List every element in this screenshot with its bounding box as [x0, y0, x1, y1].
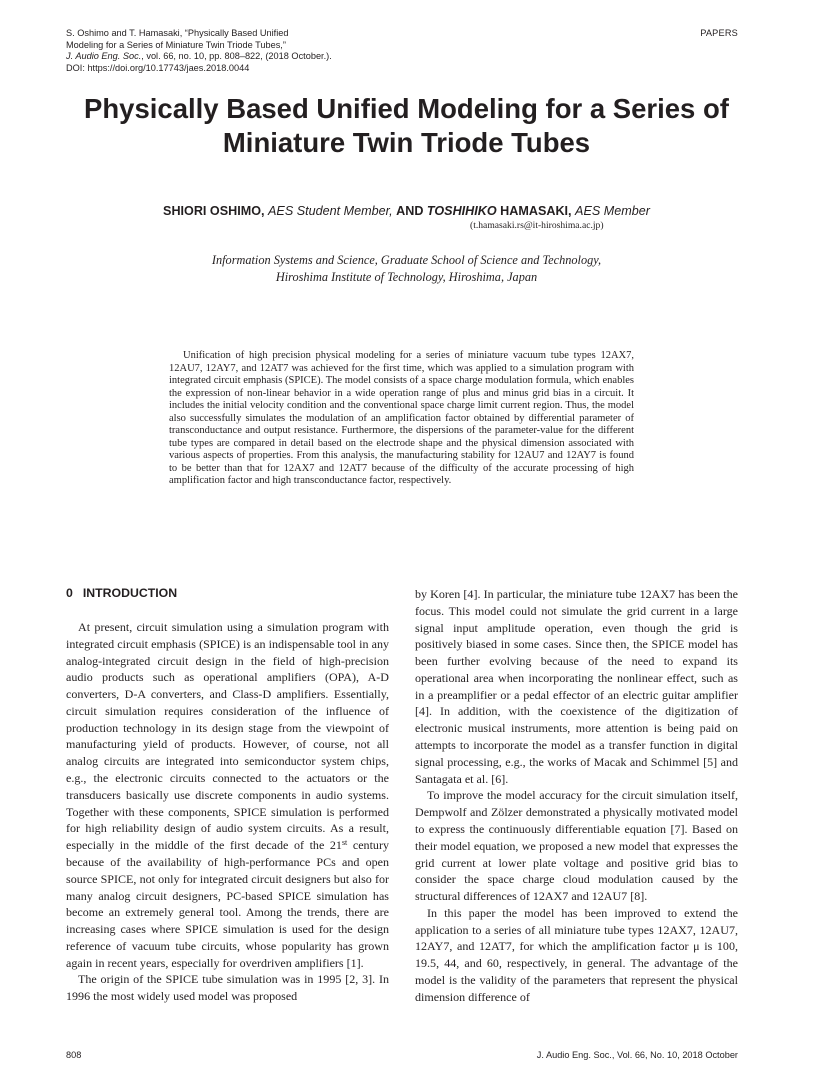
citation-volume: , vol. 66, no. 10, pp. 808–822, (2018 October.). — [141, 51, 332, 62]
page-number: 808 — [66, 1050, 82, 1060]
body-paragraph: by Koren [4]. In particular, the miniature tube 12AX7 has been the focus. This model could not simulate the grid current in a large signal input amplitude operation, even though the grid is positively biased in some cases. Since then, the SPICE model has been further evolving because of the need to expand its operational area when incorporating the nonlinear effect, such as in a preamplifier or a pedal effector of an electric guitar amplifier [4]. In addition, with the coexistence of the digitization of electronic musical instruments, more attention is being paid on attempts to incorporate the model as a transfer function in digital signal processing, e.g., the works of Macak and Schimmel [5] and Santagata et al. [6]. — [415, 587, 738, 786]
author-membership: AES Student Member, — [268, 204, 393, 218]
section-number: 0 — [66, 586, 73, 600]
abstract-text: Unification of high precision physical modeling for a series of miniature vacuum tube types 12AX7, 12AU7, 12AY7, and 12AT7 was achieved for the first time, which was applied to a simulation program with integrated circuit emphasis (SPICE). The model consists of a space charge modulation formula, which enables the expression of non-linear behavior in a wide operation range of plus and minus grid bias in a circuit. It includes the initial velocity condition and the conventional space charge limit current region. Thus, the model also successfully simulates the modulation of an amplification factor obtained by differential parameter of transconductance and output resistance. Furthermore, the dispersions of the parameter-value for the different tube types are compared in detail based on the electrode shape and the physical dimension associated with various aspects of properties. From this analysis, the manufacturing stability for 12AU7 and 12AY7 is found to be better than that for 12AX7 and 12AT7 because of the difficulty of the accurate processing of high amplification factor and high transconductance factor, respectively. — [169, 350, 634, 486]
citation-block — [66, 28, 332, 74]
citation-line — [66, 51, 332, 63]
left-column — [66, 619, 389, 1005]
title-line: Miniature Twin Triode Tubes — [222, 127, 591, 158]
author-email[interactable]: (t.hamasaki.rs@it-hiroshima.ac.jp) — [470, 220, 604, 231]
citation-line: S. Oshimo and T. Hamasaki, “Physically Based Unified — [66, 28, 289, 38]
journal-reference: J. Audio Eng. Soc., Vol. 66, No. 10, 2018 October — [536, 1050, 738, 1060]
body-text: At present, circuit simulation using a simulation program with integrated circuit emphasis (SPICE) is an indispensable tool in any analog-integrated circuit design in the field of high-precision audio products such as operational amplifiers (OPA), A-D converters, D-A converters, and Class-D amplifiers. Essentially, circuit simulation requires consideration of the influence of production technology in its design stage from the viewpoint of manufacturing yield of products. However, of course, not all analog circuits are integrated into semiconductor system chips, e.g., the electronic circuits connected to the actuators or the transducers basically use discrete components in audio systems. Together with these components, SPICE simulation is performed for high reliability design of audio system circuits. As a result, especially in the middle of the first decade of the 21 — [66, 620, 389, 853]
author-line — [0, 204, 813, 218]
affiliation — [0, 252, 813, 285]
body-paragraph: To improve the model accuracy for the circuit simulation itself, Dempwolf and Zölzer demonstrated a physically motivated model to express the continuously differentiable equation [7]. Based on their model equation, we proposed a new model that expresses the grid current at lower plate voltage and positive grid bias to consider the space charge cloud modulation caused by the structural differences of 12AX7 and 12AU7 [8]. — [415, 788, 738, 904]
paper-title — [40, 92, 773, 160]
section-heading — [66, 586, 177, 600]
author-membership: AES Member — [575, 204, 650, 218]
author-given-name: TOSHIHIKO — [426, 204, 497, 218]
affiliation-line: Information Systems and Science, Graduate School of Science and Technology, — [211, 253, 602, 267]
superscript: st — [341, 838, 348, 848]
body-text: century because of the availability of high-performance PCs and open source SPICE, not only for integrated circuit designers but also for many analog circuit designers, PC-based SPICE simulation has become an extremely general tool. Among the trends, there are increasing cases where SPICE simulation is used for the design reference of vacuum tube circuits, whose popularity has grown again in recent years, especially for overdriven amplifiers [1]. — [66, 838, 389, 970]
body-paragraph: The origin of the SPICE tube simulation was in 1995 [2, 3]. In 1996 the most widely used model was proposed — [66, 972, 389, 1004]
author-family-name: HAMASAKI, — [500, 204, 572, 218]
author-name: SHIORI OSHIMO, — [163, 204, 265, 218]
body-paragraph: In this paper the model has been improved to extend the application to a series of all miniature tube types 12AX7, 12AU7, 12AY7, and 12AT7, for which the amplification factor μ is 100, 19.5, 44, and 60, respectively, in general. The advantage of the model is the validity of the parameters that represent the physical dimension difference of — [415, 905, 738, 1004]
right-column — [415, 586, 738, 1006]
section-title: INTRODUCTION — [82, 586, 178, 600]
section-label: PAPERS — [700, 28, 738, 38]
author-conjunction: AND — [396, 204, 424, 218]
title-line: Physically Based Unified Modeling for a Series of — [84, 93, 729, 124]
affiliation-line: Hiroshima Institute of Technology, Hiroshima, Japan — [275, 269, 538, 284]
citation-line: Modeling for a Series of Miniature Twin Triode Tubes,” — [66, 39, 286, 50]
doi-link[interactable]: DOI: https://doi.org/10.17743/jaes.2018.0044 — [66, 62, 250, 73]
abstract — [169, 350, 634, 488]
citation-journal: J. Audio Eng. Soc. — [66, 51, 142, 62]
body-paragraph — [66, 619, 389, 971]
